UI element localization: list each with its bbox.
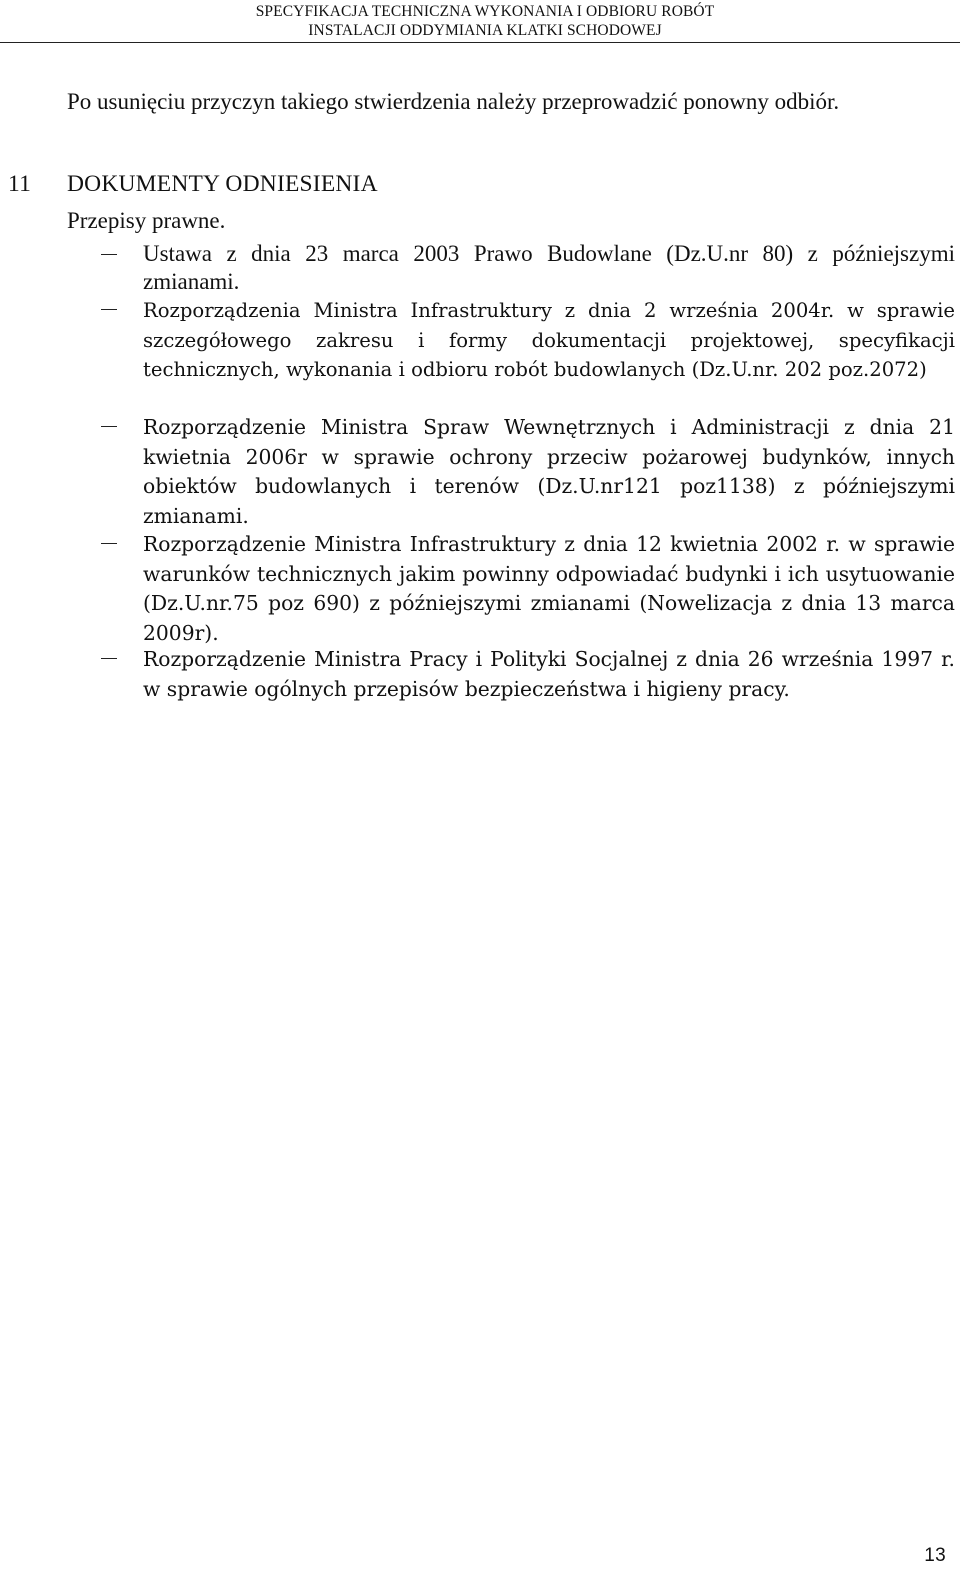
header-divider (0, 42, 960, 43)
list-item-text: Rozporządzenie Ministra Pracy i Polityki Socjalnej z dnia 26 września 1997 r. w sprawie ogólnych przepisów bezpieczeństwa i higieny pracy. (143, 647, 955, 701)
list-item-text: Rozporządzenie Ministra Spraw Wewnętrznych i Administracji z dnia 21 kwietnia 2006r w sprawie ochrony przeciw pożarowej budynków, innych obiektów budowlanych i terenów (Dz.U.nr121 poz1138) z późniejszymi zmianami. (143, 415, 955, 528)
dash-bullet-icon (101, 543, 117, 544)
header-title-line2: INSTALACJI ODDYMIANIA KLATKI SCHODOWEJ (308, 22, 662, 39)
list-item (143, 645, 955, 704)
section-subheading: Przepisy prawne. (67, 208, 226, 233)
dash-bullet-icon (101, 658, 117, 659)
section-number: 11 (8, 171, 32, 197)
header-title-line1: SPECYFIKACJA TECHNICZNA WYKONANIA I ODBIORU ROBÓT (255, 3, 715, 20)
section-heading (8, 170, 378, 198)
list-item-text: Rozporządzenie Ministra Infrastruktury z dnia 12 kwietnia 2002 r. w sprawie warunków technicznych jakim powinny odpowiadać budynki i ich usytuowanie (Dz.U.nr.75 poz 690) z późniejszymi zmianami (Nowelizacja z dnia 13 marca 2009r). (143, 532, 955, 645)
list-item-text: Ustawa z dnia 23 marca 2003 Prawo Budowlane (Dz.U.nr 80) z późniejszymi zmianami. (143, 241, 955, 294)
page-header (0, 0, 960, 44)
dash-bullet-icon (101, 309, 117, 310)
dash-bullet-icon (101, 254, 117, 255)
list-item (143, 240, 955, 296)
page-number: 13 (924, 1545, 946, 1566)
list-item (143, 413, 955, 531)
section-title: DOKUMENTY ODNIESIENIA (67, 171, 378, 197)
list-item (143, 296, 955, 385)
dash-bullet-icon (101, 426, 117, 427)
list-item-text: Rozporządzenia Ministra Infrastruktury z dnia 2 września 2004r. w sprawie szczegółowego zakresu i formy dokumentacji projektowej, specyfikacji technicznych, wykonania i odbioru robót budowlanych (Dz.U.nr. 202 poz.2072) (143, 299, 955, 381)
list-item (143, 530, 955, 648)
intro-paragraph: Po usunięciu przyczyn takiego stwierdzenia należy przeprowadzić ponowny odbiór. (67, 89, 840, 114)
